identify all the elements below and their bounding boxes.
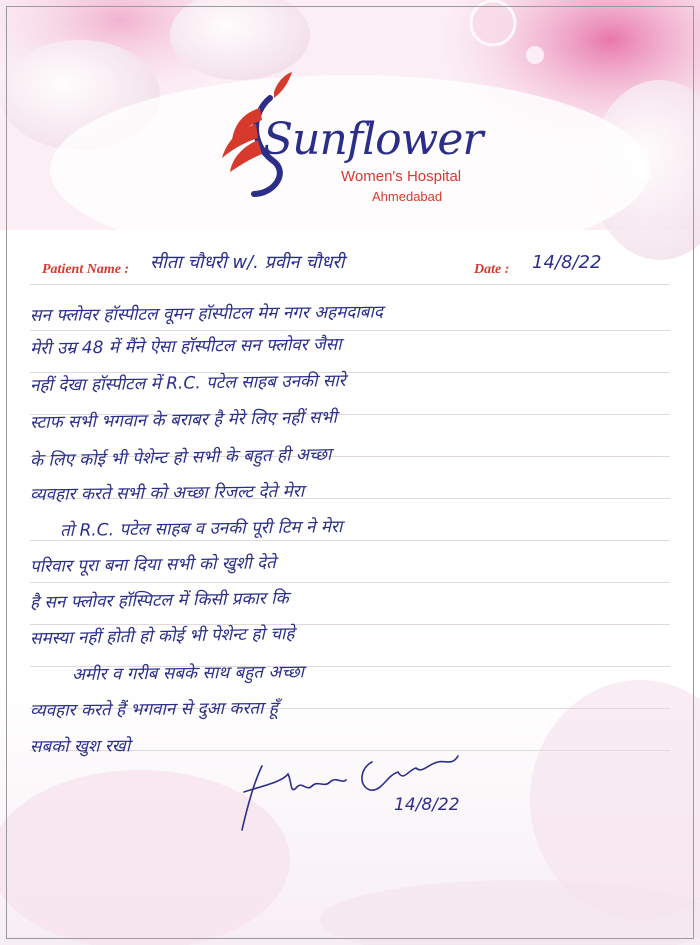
letter-line: के लिए कोई भी पेशेन्ट हो सभी के बहुत ही अच्छा bbox=[29, 444, 332, 471]
letter-line: मेरी उम्र 48 में मैंने ऐसा हॉस्पीटल सन फ्लोवर जैसा bbox=[29, 334, 342, 359]
date-value: 14/8/22 bbox=[532, 252, 602, 273]
patient-name-value: सीता चौधरी w/. प्रवीन चौधरी bbox=[150, 252, 345, 273]
letter-line: है सन फ्लोवर हॉस्पिटल में किसी प्रकार कि bbox=[29, 588, 289, 613]
signature-date: 14/8/22 bbox=[394, 795, 460, 815]
letter-line: सबको खुश रखो bbox=[29, 736, 131, 757]
letter-line: अमीर व गरीब सबके साथ बहुत अच्छा bbox=[71, 662, 305, 685]
hospital-city: Ahmedabad bbox=[372, 189, 443, 204]
brand-name: Sunflower bbox=[263, 114, 483, 165]
letter-line: व्यवहार करते सभी को अच्छा रिजल्ट देते मेरा bbox=[29, 481, 305, 505]
letter-line: परिवार पूरा बना दिया सभी को खुशी देते bbox=[29, 553, 276, 577]
letter-line: समस्या नहीं होती हो कोई भी पेशेन्ट हो चाहे bbox=[29, 623, 295, 649]
letter-line: व्यवहार करते हैं भगवान से दुआ करता हूँ bbox=[29, 698, 278, 721]
ruled-line bbox=[30, 284, 670, 285]
letter-line: स्टाफ सभी भगवान के बराबर है मेरे लिए नहीं सभी bbox=[29, 407, 338, 433]
letter-line: सन फ्लोवर हॉस्पीटल वूमन हॉस्पीटल मेम नगर अहमदाबाद bbox=[29, 302, 383, 326]
patient-name-label: Patient Name : bbox=[42, 262, 130, 277]
letter-line: नहीं देखा हॉस्पीटल में R.C. पटेल साहब उनकी सारे bbox=[29, 371, 346, 396]
date-label: Date : bbox=[474, 262, 510, 277]
hospital-subtitle: Women's Hospital bbox=[341, 168, 462, 185]
letter-line: तो R.C. पटेल साहब व उनकी पूरी टिम ने मेरा bbox=[59, 517, 343, 541]
